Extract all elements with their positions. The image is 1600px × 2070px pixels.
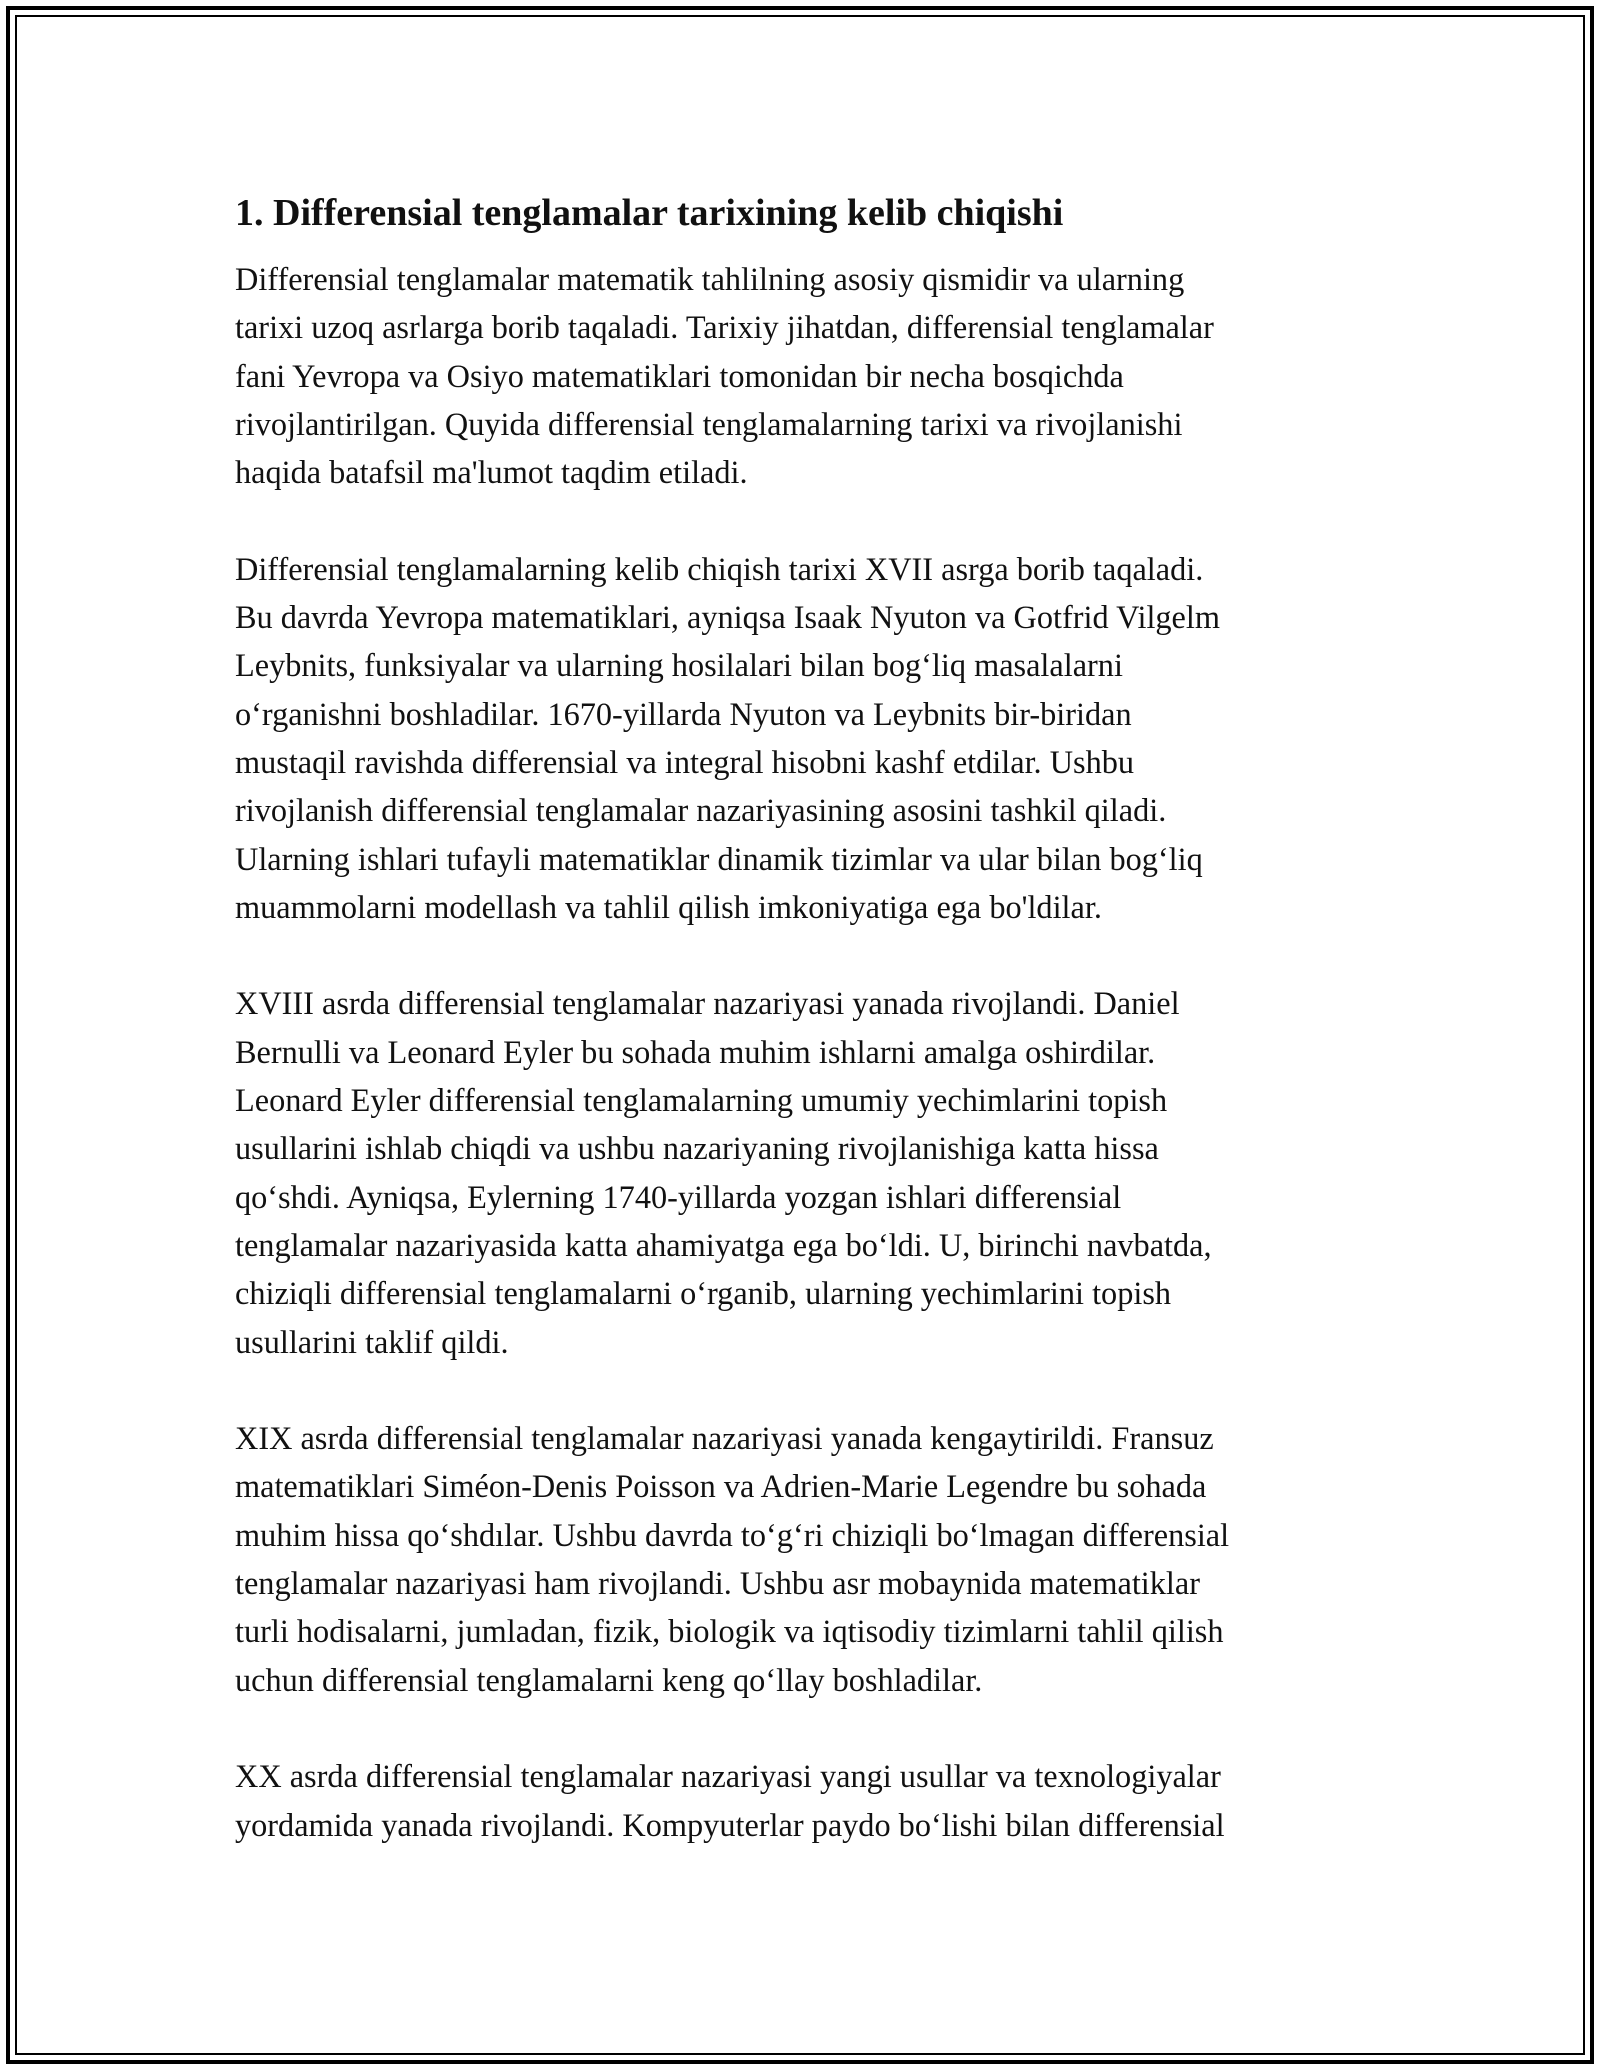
paragraph-20th-century: XX asrda differensial tenglamalar nazariyasi yangi usullar va texnologiyalar yordamida yanada rivojlandi. Kompyuterlar paydo bo‘lishi bilan differensial [235,1758,1225,1843]
paragraph-17th-century: Differensial tenglamalarning kelib chiqish tarixi XVII asrga borib taqaladi. Bu davrda Yevropa matematiklari, ayniqsa Isaak Nyuton va Gotfrid Vilgelm Leybnits, funksiyalar va ularning hosilalari bilan bog‘liq masalalarni o‘rganishni boshladilar. 1670-yillarda Nyuton va Leybnits bir-biridan mustaqil ravishda differensial va integral hisobni kashf etdilar. Ushbu rivojlanish differensial tenglamalar nazariyasining asosini tashkil qiladi. Ularning ishlari tufayli matematiklar dinamik tizimlar va ular bilan bog‘liq muammolarni modellash va tahlil qilish imkoniyatiga ega bo'ldilar. [235,550,1220,925]
paragraph-19th-century: XIX asrda differensial tenglamalar nazariyasi yanada kengaytirildi. Fransuz matematiklari Siméon-Denis Poisson va Adrien-Marie Legendre bu sohada muhim hissa qo‘shdılar. Ushbu davrda to‘g‘ri chiziqli bo‘lmagan differensial tenglamalar nazariyasi ham rivojlandi. Ushbu asr mobaynida matematiklar turli hodisalarni, jumladan, fizik, biologik va iqtisodiy tizimlarni tahlil qilish uchun differensial tenglamalarni keng qo‘llay boshladilar. [235,1420,1230,1698]
paragraph-18th-century: XVIII asrda differensial tenglamalar nazariyasi yanada rivojlandi. Daniel Bernulli va Leonard Eyler bu sohada muhim ishlarni amalga oshirdilar. Leonard Eyler differensial tenglamalarning umumiy yechimlarini topish usullarini ishlab chiqdi va ushbu nazariyaning rivojlanishiga katta hissa qo‘shdi. Ayniqsa, Eylerning 1740-yillarda yozgan ishlari differensial tenglamalar nazariyasida katta ahamiyatga ega bo‘ldi. U, birinchi navbatda, chiziqli differensial tenglamalarni o‘rganib, ularning yechimlarini topish usullarini taklif qildi. [235,985,1212,1360]
paragraph-intro: Differensial tenglamalar matematik tahlilning asosiy qismidir va ularning tarixi uzoq asrlarga borib taqaladi. Tarixiy jihatdan, differensial tenglamalar fani Yevropa va Osiyo matematiklari tomonidan bir necha bosqichda rivojlantirilgan. Quyida differensial tenglamalarning tarixi va rivojlanishi haqida batafsil ma'lumot taqdim etiladi. [235,261,1214,491]
section-heading: 1. Differensial tenglamalar tarixining kelib chiqishi [235,192,1064,234]
document-body [235,187,1380,1849]
